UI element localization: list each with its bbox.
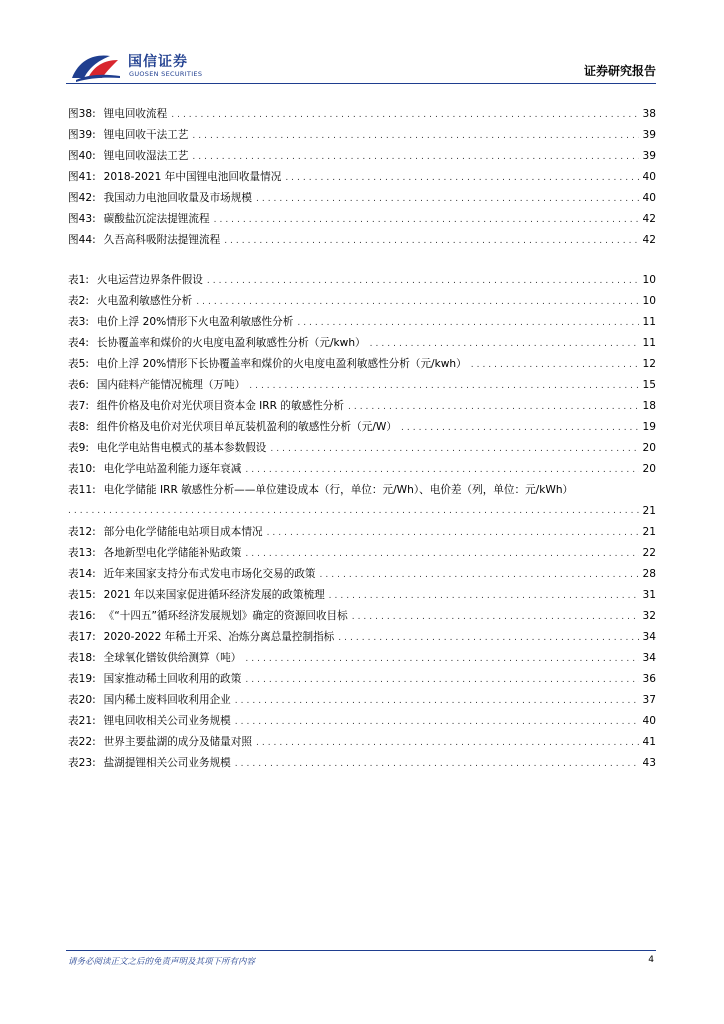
entry-title: 国内稀土废料回收利用企业 [103, 694, 231, 706]
dot-leader [320, 565, 639, 586]
toc-entry-figure[interactable] [68, 209, 656, 230]
dot-leader [192, 147, 638, 168]
entry-label: 表9: [68, 442, 89, 454]
entry-label: 表3: [68, 316, 89, 328]
dot-leader [267, 523, 639, 544]
dot-leader [196, 292, 638, 313]
disclaimer-note: 请务必阅读正文之后的免责声明及其项下所有内容 [68, 957, 256, 967]
entry-page: 38 [642, 108, 656, 120]
entry-title: 全球氧化镨钕供给测算（吨） [103, 652, 242, 664]
toc-entry-figure[interactable] [68, 167, 656, 188]
entry-label: 表21: [68, 715, 96, 727]
entry-title: 电化学电站盈利能力逐年衰减 [103, 463, 242, 475]
toc-entry-table[interactable] [68, 627, 656, 648]
toc-entry-table[interactable] [68, 459, 656, 480]
dot-leader [256, 189, 639, 210]
toc-entry-table[interactable] [68, 417, 656, 438]
entry-label: 表2: [68, 295, 89, 307]
entry-title: 组件价格及电价对光伏项目资本金 IRR 的敏感性分析 [96, 400, 344, 412]
entry-page: 28 [642, 568, 656, 580]
entry-page: 10 [642, 274, 656, 286]
entry-page: 34 [642, 631, 656, 643]
entry-page: 15 [642, 379, 656, 391]
page-number: 4 [648, 955, 654, 965]
entry-label: 表8: [68, 421, 89, 433]
dot-leader [270, 439, 638, 460]
entry-page: 37 [642, 694, 656, 706]
toc-entry-table[interactable] [68, 522, 656, 543]
entry-title: 久吾高科吸附法提锂流程 [103, 234, 221, 246]
entry-title: 电价上浮 20%情形下长协覆盖率和煤价的火电度电盈利敏感性分析（元/kwh） [96, 358, 467, 370]
toc-entry-table[interactable] [68, 396, 656, 417]
entry-title: 电化学电站售电模式的基本参数假设 [96, 442, 267, 454]
toc-entry-table[interactable] [68, 711, 656, 732]
entry-title: 国内硅料产能情况梳理（万吨） [96, 379, 246, 391]
toc-entry-table[interactable] [68, 375, 656, 396]
entry-title: 锂电回收湿法工艺 [103, 150, 189, 162]
entry-page: 10 [642, 295, 656, 307]
dot-leader [235, 754, 639, 775]
entry-page: 42 [642, 234, 656, 246]
entry-page: 18 [642, 400, 656, 412]
dot-leader [352, 607, 639, 628]
dot-leader [192, 126, 638, 147]
entry-label: 图41: [68, 171, 96, 183]
entry-title: 盐湖提锂相关公司业务规模 [103, 757, 231, 769]
entry-label: 表18: [68, 652, 96, 664]
dot-leader [224, 231, 638, 252]
entry-page: 40 [642, 715, 656, 727]
entry-label: 表10: [68, 463, 96, 475]
table-list [68, 270, 656, 774]
entry-title: 锂电回收相关公司业务规模 [103, 715, 231, 727]
header-divider [66, 83, 656, 84]
dot-leader [235, 691, 639, 712]
toc-entry-table[interactable] [68, 312, 656, 333]
dot-leader [245, 460, 638, 481]
toc-entry-figure[interactable] [68, 125, 656, 146]
dot-leader [370, 334, 639, 355]
footer-divider [66, 950, 656, 951]
dot-leader [338, 628, 638, 649]
entry-title: 长协覆盖率和煤价的火电度电盈利敏感性分析（元/kwh） [96, 337, 366, 349]
entry-page: 31 [642, 589, 656, 601]
entry-page: 32 [642, 610, 656, 622]
entry-label: 表11: [68, 484, 96, 496]
page-header [0, 0, 724, 90]
toc-entry-table[interactable] [68, 333, 656, 354]
entry-title: 锂电回收干法工艺 [103, 129, 189, 141]
entry-title: 2020-2022 年稀土开采、冶炼分离总量控制指标 [103, 631, 335, 643]
entry-page: 42 [642, 213, 656, 225]
dot-leader [214, 210, 639, 231]
entry-label: 表23: [68, 757, 96, 769]
figure-list [68, 104, 656, 251]
entry-page: 34 [642, 652, 656, 664]
entry-label: 表19: [68, 673, 96, 685]
toc-entry-table[interactable] [68, 732, 656, 753]
entry-title: 火电盈利敏感性分析 [96, 295, 193, 307]
entry-label: 表4: [68, 337, 89, 349]
toc-entry-table[interactable] [68, 354, 656, 375]
entry-label: 表16: [68, 610, 96, 622]
dot-leader [348, 397, 639, 418]
entry-page: 11 [642, 316, 656, 328]
dot-leader [207, 271, 639, 292]
dot-leader [235, 712, 639, 733]
entry-page: 21 [642, 505, 656, 517]
dot-leader [297, 313, 638, 334]
dot-leader [471, 355, 639, 376]
guosen-logo-mark-icon [70, 52, 122, 82]
dot-leader [171, 105, 638, 126]
dot-leader [249, 376, 638, 397]
entry-page: 22 [642, 547, 656, 559]
entry-title: 我国动力电池回收量及市场规模 [103, 192, 252, 204]
toc-entry-figure[interactable] [68, 188, 656, 209]
entry-label: 表12: [68, 526, 96, 538]
entry-page: 41 [642, 736, 656, 748]
toc-entry-table[interactable] [68, 753, 656, 774]
toc-entry-table[interactable] [68, 270, 656, 291]
entry-page: 20 [642, 442, 656, 454]
entry-page: 36 [642, 673, 656, 685]
entry-title: 2021 年以来国家促进循环经济发展的政策梳理 [103, 589, 325, 601]
entry-page: 11 [642, 337, 656, 349]
toc-entry-table[interactable] [68, 564, 656, 585]
entry-page: 12 [642, 358, 656, 370]
entry-title: 《“十四五”循环经济发展规划》确定的资源回收目标 [103, 610, 348, 622]
entry-title: 近年来国家支持分布式发电市场化交易的政策 [103, 568, 316, 580]
dot-leader [245, 544, 638, 565]
entry-title: 各地新型电化学储能补贴政策 [103, 547, 242, 559]
entry-title: 世界主要盐湖的成分及储量对照 [103, 736, 252, 748]
entry-label: 图38: [68, 108, 96, 120]
dot-leader [256, 733, 639, 754]
entry-label: 图40: [68, 150, 96, 162]
toc-entry-table[interactable] [68, 669, 656, 690]
entry-title: 组件价格及电价对光伏项目单瓦装机盈利的敏感性分析（元/W） [96, 421, 397, 433]
dot-leader [245, 670, 638, 691]
entry-label: 表17: [68, 631, 96, 643]
entry-label: 表14: [68, 568, 96, 580]
entry-label: 表6: [68, 379, 89, 391]
toc-entry-figure[interactable] [68, 230, 656, 251]
entry-label: 图43: [68, 213, 96, 225]
brand-name-cn: 国信证券 [128, 54, 188, 70]
dot-leader [401, 418, 639, 439]
entry-label: 图42: [68, 192, 96, 204]
entry-page: 40 [642, 171, 656, 183]
entry-label: 表22: [68, 736, 96, 748]
entry-label: 表20: [68, 694, 96, 706]
toc-entry-table[interactable] [68, 291, 656, 312]
entry-label: 表15: [68, 589, 96, 601]
entry-title: 锂电回收流程 [103, 108, 168, 120]
dot-leader [285, 168, 638, 189]
entry-label: 表5: [68, 358, 89, 370]
dot-leader [68, 501, 639, 522]
entry-label: 图44: [68, 234, 96, 246]
entry-page: 40 [642, 192, 656, 204]
entry-title: 国家推动稀土回收利用的政策 [103, 673, 242, 685]
entry-title: 2018-2021 年中国锂电池回收量情况 [103, 171, 282, 183]
entry-page: 39 [642, 150, 656, 162]
dot-leader [329, 586, 639, 607]
entry-page: 19 [642, 421, 656, 433]
toc-entry-figure[interactable] [68, 104, 656, 125]
toc-entry-table[interactable] [68, 690, 656, 711]
entry-page: 20 [642, 463, 656, 475]
entry-title: 电化学储能 IRR 敏感性分析——单位建设成本（行，单位：元/Wh）、电价差（列，单位：元/kWh） [103, 484, 574, 496]
guosen-logo [70, 50, 210, 84]
toc-entry-table[interactable] [68, 438, 656, 459]
entry-label: 表1: [68, 274, 89, 286]
toc-entry-table[interactable] [68, 606, 656, 627]
entry-page: 21 [642, 526, 656, 538]
toc-entry-table[interactable] [68, 585, 656, 606]
entry-label: 表13: [68, 547, 96, 559]
brand-name-en: GUOSEN SECURITIES [129, 70, 203, 78]
toc-entry-table[interactable] [68, 543, 656, 564]
entry-title: 电价上浮 20%情形下火电盈利敏感性分析 [96, 316, 294, 328]
toc-entry-figure[interactable] [68, 146, 656, 167]
toc-entry-table[interactable] [68, 480, 656, 522]
entry-page: 43 [642, 757, 656, 769]
entry-label: 表7: [68, 400, 89, 412]
dot-leader [245, 649, 638, 670]
entry-title: 火电运营边界条件假设 [96, 274, 203, 286]
entry-label: 图39: [68, 129, 96, 141]
entry-title: 部分电化学储能电站项目成本情况 [103, 526, 263, 538]
entry-page: 39 [642, 129, 656, 141]
report-type-label: 证券研究报告 [583, 64, 656, 78]
entry-title: 碳酸盐沉淀法提锂流程 [103, 213, 210, 225]
toc-entry-table[interactable] [68, 648, 656, 669]
